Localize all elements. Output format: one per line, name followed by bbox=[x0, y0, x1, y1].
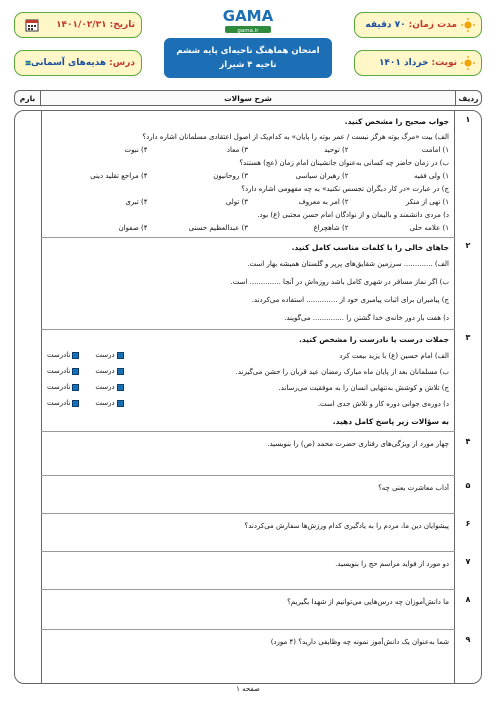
option[interactable]: ۳) عبدالعظیم حسنی bbox=[188, 224, 248, 232]
true-false-statement: ج) تلاش و کوشش به‌تنهایی انسان را به موفقیت می‌رساند. bbox=[278, 384, 449, 392]
false-option[interactable] bbox=[47, 383, 79, 391]
session-label: نوبت: bbox=[431, 58, 457, 68]
checkbox-icon[interactable] bbox=[117, 368, 124, 375]
options-row bbox=[47, 171, 449, 181]
checkbox-icon[interactable] bbox=[72, 384, 79, 391]
question-text: شما به‌عنوان یک دانش‌آموز نمونه چه وظایفی دارید؟ (۴ مورد) bbox=[270, 638, 449, 646]
true-label: درست bbox=[95, 383, 115, 391]
exam-header bbox=[14, 4, 482, 82]
description-header: شرح سوالات bbox=[224, 93, 272, 103]
true-option[interactable] bbox=[95, 367, 123, 375]
option[interactable]: ۴) نبوت bbox=[124, 146, 148, 154]
false-label: نادرست bbox=[47, 383, 71, 391]
question-text: پیشوایان دین ما، مردم را به یادگیری کدام ورزش‌ها سفارش می‌کردند؟ bbox=[244, 522, 449, 530]
books-icon bbox=[25, 56, 31, 70]
date-label: تاریخ: bbox=[109, 20, 135, 30]
question-text: ب) در زمان حاضر چه کسانی به‌عنوان جانشینان امام زمان (عج) هستند؟ bbox=[239, 159, 449, 167]
question-text: آداب معاشرت یعنی چه؟ bbox=[378, 484, 449, 492]
option[interactable]: ۳) معاد bbox=[226, 146, 248, 154]
true-false-options bbox=[47, 399, 124, 407]
question-number: ۷ bbox=[465, 557, 471, 566]
question-number: ۲ bbox=[465, 241, 471, 250]
fill-blank-line: ب) اگر نماز مسافر در شهری کامل باشد روزه‌اش در آنجا .............. است. bbox=[230, 278, 449, 286]
duration-label: مدت زمان: bbox=[408, 20, 457, 30]
option[interactable]: ۲) رهبران سیاسی bbox=[295, 172, 349, 180]
true-false-options bbox=[47, 351, 124, 359]
true-false-options bbox=[47, 367, 124, 375]
fill-blank-line: د) هفت بار دور خانه‌ی خدا گشتن را .............. می‌گویند. bbox=[284, 314, 449, 322]
option[interactable]: ۱) علامه حلی bbox=[409, 224, 449, 232]
questions-table bbox=[14, 110, 482, 684]
question-text: ج) در عبارت «در کار دیگران تجسس نکنید» به چه مفهومی اشاره دارد؟ bbox=[241, 185, 449, 193]
checkbox-icon[interactable] bbox=[117, 352, 124, 359]
checkbox-icon[interactable] bbox=[117, 400, 124, 407]
true-label: درست bbox=[95, 367, 115, 375]
session-box bbox=[354, 50, 482, 76]
false-label: نادرست bbox=[47, 351, 71, 359]
page-number: صفحه ۱ bbox=[236, 685, 260, 693]
exam-title-line2: ناحیه ۴ شیراز bbox=[219, 60, 277, 70]
exam-title bbox=[164, 38, 332, 78]
duration-value: ۷۰ دقیقه bbox=[365, 20, 406, 30]
logo-subtext: gama.ir bbox=[237, 28, 259, 34]
question-title: جملات درست یا نادرست را مشخص کنید. bbox=[298, 335, 449, 344]
question-text: ما دانش‌آموزان چه درس‌هایی می‌توانیم از شهدا بگیریم؟ bbox=[287, 598, 449, 606]
checkbox-icon[interactable] bbox=[72, 368, 79, 375]
left-column-divider bbox=[41, 111, 42, 683]
question-number: ۱ bbox=[465, 115, 471, 124]
true-label: درست bbox=[95, 399, 115, 407]
fill-blank-line: الف) ............. سرزمین شقایق‌های پرپر و گلستان همیشه بهار است. bbox=[247, 260, 449, 268]
sun-icon bbox=[461, 18, 475, 32]
date-box bbox=[14, 12, 142, 38]
session-value: خرداد ۱۴۰۱ bbox=[378, 58, 429, 68]
fill-blank-line: ج) پیامبران برای اثبات پیامبری خود از .............. استفاده می‌کردند. bbox=[251, 296, 449, 304]
question-number: ۸ bbox=[465, 595, 471, 604]
date-value: ۱۴۰۱/۰۲/۳۱ bbox=[56, 20, 107, 30]
row-separator bbox=[41, 431, 455, 432]
true-false-statement: الف) امام حسین (ع) با یزید بیعت کرد bbox=[339, 352, 449, 360]
subject-value: هدیه‌های آسمانی bbox=[31, 58, 107, 68]
question-number: ۹ bbox=[465, 635, 471, 644]
question-number: ۵ bbox=[465, 481, 471, 490]
duration-box bbox=[354, 12, 482, 38]
option[interactable]: ۳) تولی bbox=[225, 198, 248, 206]
subject-label: درس: bbox=[109, 58, 135, 68]
logo-wordmark: GAMA bbox=[222, 7, 274, 25]
option[interactable]: ۱) نهی از منکر bbox=[405, 198, 449, 206]
true-option[interactable] bbox=[95, 399, 123, 407]
question-text: الف) بیت «مرگ بوته هرگز نیست / عمر بوته را پایان» به کدام‌یک از اصول اعتقادی مسلمانان اشاره دارد؟ bbox=[142, 133, 449, 141]
row-separator bbox=[41, 589, 455, 590]
question-text: د) مردی دانشمند و بالیمان و از نوادگان امام حسن مجتبی (ع) بود. bbox=[257, 211, 449, 219]
question-number: ۳ bbox=[465, 333, 471, 342]
option[interactable]: ۲) شاهچراغ bbox=[313, 224, 349, 232]
option[interactable]: ۳) روحانیون bbox=[213, 172, 248, 180]
option[interactable]: ۴) تبری bbox=[125, 198, 148, 206]
true-label: درست bbox=[95, 351, 115, 359]
false-option[interactable] bbox=[47, 399, 79, 407]
option[interactable]: ۱) ولی فقیه bbox=[413, 172, 449, 180]
checkbox-icon[interactable] bbox=[72, 400, 79, 407]
section-title: به سؤالات زیر پاسخ کامل دهید. bbox=[332, 417, 449, 426]
option[interactable]: ۲) توحید bbox=[324, 146, 349, 154]
option[interactable]: ۲) امر به معروف bbox=[298, 198, 349, 206]
question-title: جاهای خالی را با کلمات مناسب کامل کنید. bbox=[291, 243, 449, 252]
subject-box bbox=[14, 50, 142, 76]
true-option[interactable] bbox=[95, 383, 123, 391]
row-header: ردیف bbox=[455, 91, 481, 105]
question-title: جواب صحیح را مشخص کنید. bbox=[344, 117, 449, 126]
false-option[interactable] bbox=[47, 351, 79, 359]
row-separator bbox=[41, 329, 455, 330]
sun-icon bbox=[461, 56, 475, 70]
true-false-statement: ب) مسلمانان بعد از پایان ماه مبارک رمضان عید قربان را جشن می‌گیرند. bbox=[235, 368, 449, 376]
options-row bbox=[47, 197, 449, 207]
exam-title-line1: امتحان هماهنگ ناحیه‌ای پایه ششم bbox=[176, 46, 320, 56]
table-header bbox=[14, 90, 482, 106]
question-text: چهار مورد از ویژگی‌های رفتاری حضرت محمد (ص) را بنویسید. bbox=[267, 440, 449, 448]
score-header: بارم bbox=[15, 91, 41, 105]
row-separator bbox=[41, 551, 455, 552]
options-row bbox=[47, 145, 449, 155]
false-option[interactable] bbox=[47, 367, 79, 375]
row-separator bbox=[41, 475, 455, 476]
option[interactable]: ۴) صفوان bbox=[118, 224, 148, 232]
row-separator bbox=[41, 237, 455, 238]
question-text: دو مورد از فواید مراسم حج را بنویسید. bbox=[335, 560, 449, 568]
checkbox-icon[interactable] bbox=[72, 352, 79, 359]
false-label: نادرست bbox=[47, 367, 71, 375]
question-number: ۶ bbox=[465, 519, 471, 528]
row-separator bbox=[41, 513, 455, 514]
calendar-icon bbox=[25, 18, 39, 32]
options-row bbox=[47, 223, 449, 233]
true-option[interactable] bbox=[95, 351, 123, 359]
row-separator bbox=[41, 629, 455, 630]
true-false-options bbox=[47, 383, 124, 391]
option[interactable]: ۴) مراجع تقلید دینی bbox=[90, 172, 148, 180]
gama-logo bbox=[213, 6, 283, 34]
true-false-statement: د) دوره‌ی جوانی دوره کار و تلاش جدی است. bbox=[317, 400, 449, 408]
option[interactable]: ۱) امامت bbox=[421, 146, 449, 154]
false-label: نادرست bbox=[47, 399, 71, 407]
question-number: ۴ bbox=[465, 437, 471, 446]
checkbox-icon[interactable] bbox=[117, 384, 124, 391]
